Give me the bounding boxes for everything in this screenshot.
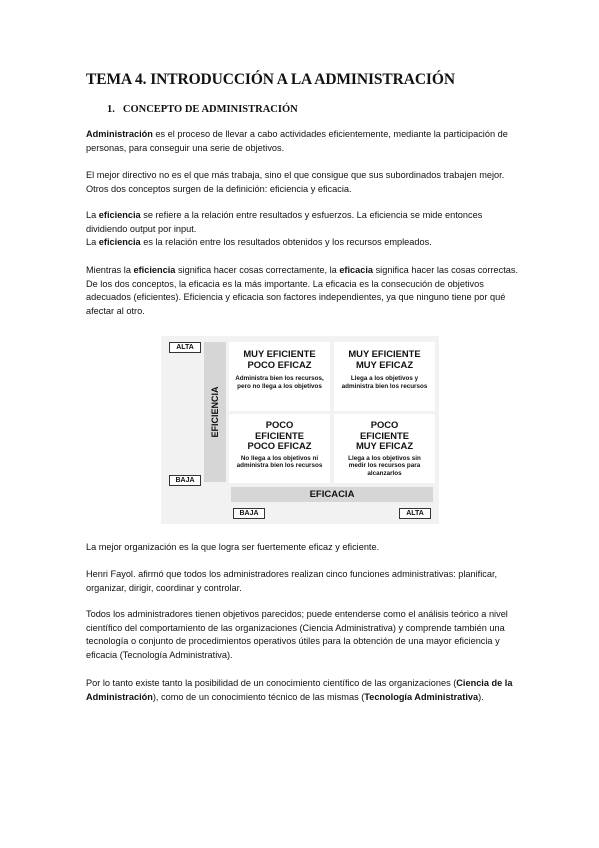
cell-poco-eficiente-muy-eficaz [334,414,435,483]
text: La [86,237,99,248]
text: significa hacer las cosas correctas. De los dos conceptos, la eficacia es la más importante. La eficacia es la consecución de objetivos adecuados (eficientes). Eficiencia y eficacia son factores independientes, ya que ninguno tiene por qué afectar al otro. [86,265,519,316]
paragraph-eficacia [86,264,526,318]
paragraph-objetivos: Todos los administradores tienen objetivos parecidos; puede entenderse como el análisis teórico a nivel científico del comportamiento de las organizaciones (Ciencia Administrativa) y comprende también una tecnología o conjunto de procedimientos operativos útiles para la obtención de una mayor eficiencia y eficacia (Tecnología Administrativa). [86,609,508,660]
section-number: 1. [107,104,115,115]
paragraph-eficiencia [86,209,526,250]
text: significa hacer cosas correctamente, la [175,265,340,275]
cell-heading: MUY EFICIENTE MUY EFICAZ [348,348,421,370]
cell-poco-eficiente-poco-eficaz [229,414,330,483]
paragraph-text: es el proceso de llevar a cabo actividades eficientemente, mediante la participación de personas, para conseguir una serie de objetivos. [86,129,508,153]
baja-horizontal-label: BAJA [233,508,265,519]
paragraph-fayol: Henri Fayol. afirmó que todos los administradores realizan cinco funciones administrativas: planificar, organizar, dirigir, coordinar y controlar. [86,569,498,593]
text: ), como de un conocimiento técnico de las mismas ( [152,691,365,702]
term-eficiencia: eficiencia [133,265,176,275]
term-eficacia: eficacia [339,265,374,275]
baja-vertical-label: BAJA [169,475,201,486]
cell-description: Administra bien los recursos, pero no llega a los objetivos [235,375,324,390]
text: ). [478,691,484,702]
cell-description: No llega a los objetivos ni administra bien los recursos [236,454,323,470]
cell-heading: POCO EFICIENTE MUY EFICAZ [355,419,414,451]
term-eficiencia: eficiencia [98,210,141,220]
term-ciencia-administracion: Ciencia de la Administración [86,678,513,702]
cell-heading: MUY EFICIENTE POCO EFICAZ [243,348,316,370]
cell-heading: POCO EFICIENTE POCO EFICAZ [247,419,312,451]
text: Por lo tanto existe tanto la posibilidad de un conocimiento científico de las organizaciones ( [86,678,457,688]
text: La [86,210,99,220]
eficacia-axis: EFICACIA [231,487,433,502]
term-tecnologia-administrativa: Tecnología Administrativa [364,691,479,702]
text: se refiere a la relación entre resultados y esfuerzos. La eficiencia se mide entonces dividiendo output por input. [86,210,483,234]
eficiencia-axis [204,342,226,482]
cell-muy-eficiente-poco-eficaz [229,342,330,411]
section-title: CONCEPTO DE ADMINISTRACIÓN [122,104,298,115]
cell-muy-eficiente-muy-eficaz [334,342,435,411]
paragraph-definition [86,128,526,155]
cell-description: Llega a los objetivos y administra bien los recursos [341,375,428,390]
eficiencia-axis-label: EFICIENCIA [210,386,220,438]
text: es la relación entre los resultados obtenidos y los recursos empleados. [140,237,432,248]
paragraph-conclusion [86,677,526,704]
cell-description: Llega a los objetivos sin medir los recursos para alcanzarlos [348,454,421,477]
section-heading [107,104,298,115]
term-eficiencia: eficiencia [98,237,141,248]
paragraph-directivo: El mejor directivo no es el que más trabaja, sino el que consigue que sus subordinados trabajen mejor. Otros dos conceptos surgen de la definición: eficiencia y eficacia. [86,170,505,194]
document-title: TEMA 4. INTRODUCCIÓN A LA ADMINISTRACIÓN [86,71,455,88]
term-administracion: Administración [86,129,153,139]
alta-vertical-label: ALTA [169,342,201,353]
text: Mientras la [86,265,134,275]
efficiency-efficacy-matrix [161,336,439,524]
alta-horizontal-label: ALTA [399,508,431,519]
paragraph-mejor-organizacion: La mejor organización es la que logra ser fuertemente eficaz y eficiente. [86,542,380,552]
matrix-grid [229,342,435,482]
